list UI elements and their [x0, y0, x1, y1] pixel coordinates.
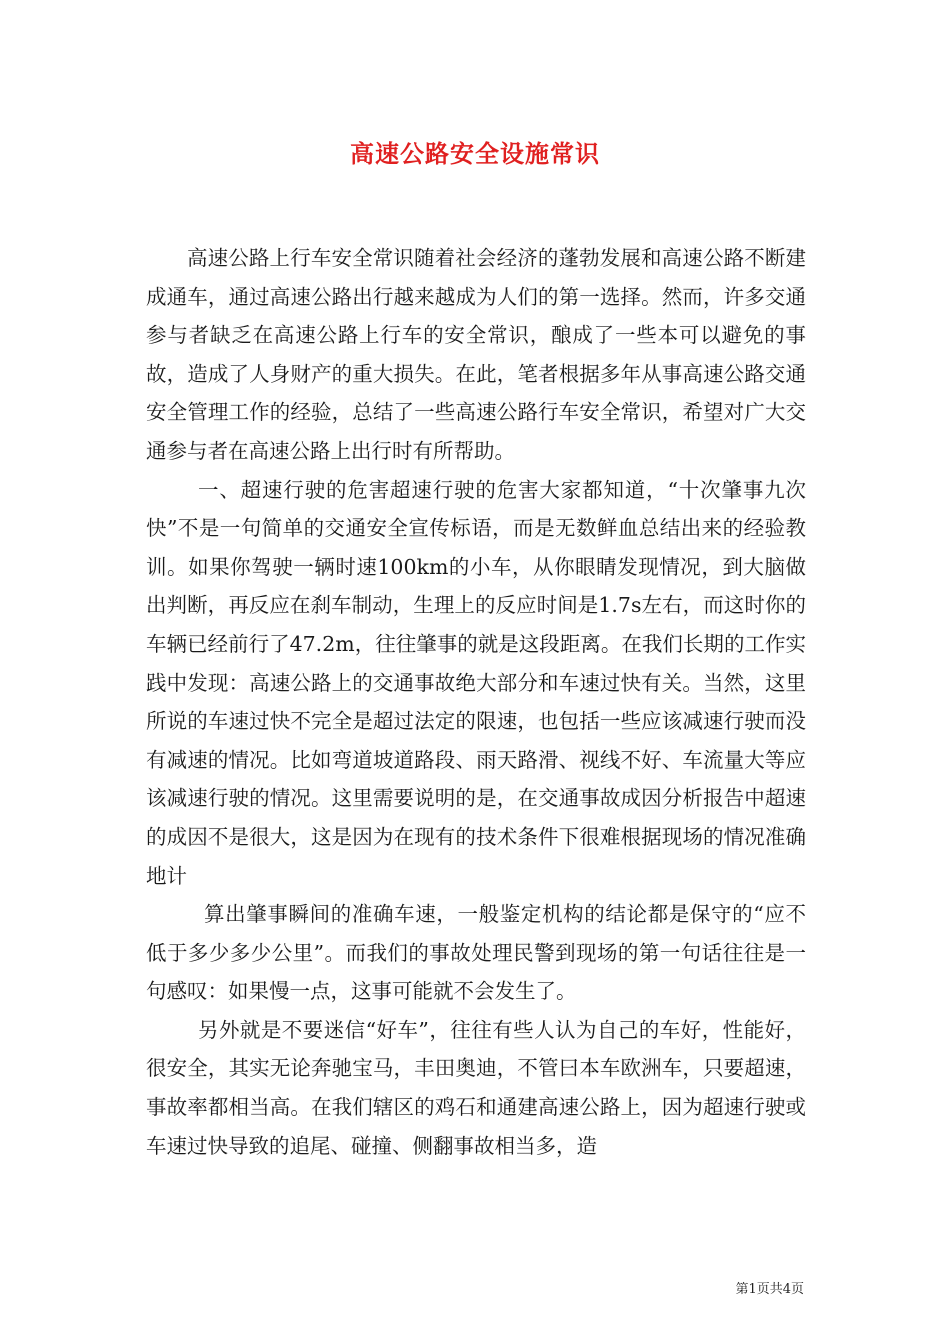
paragraph-1: 高速公路上行车安全常识随着社会经济的蓬勃发展和高速公路不断建成通车，通过高速公路出行越来越成为人们的第一选择。然而，许多交通参与者缺乏在高速公路上行车的安全常识，酿成了一些本可以避免的事故，造成了人身财产的重大损失。在此，笔者根据多年从事高速公路交通安全管理工作的经验，总结了一些高速公路行车安全常识，希望对广大交通参与者在高速公路上出行时有所帮助。 [146, 246, 806, 463]
paragraph-3: 算出肇事瞬间的准确车速，一般鉴定机构的结论都是保守的“应不低于多少多少公里”。而我们的事故处理民警到现场的第一句话往往是一句感叹：如果慢一点，这事可能就不会发生了。 [146, 902, 806, 1004]
paragraph-4: 另外就是不要迷信“好车”，往往有些人认为自己的车好，性能好，很安全，其实无论奔驰宝马，丰田奥迪，不管曰本车欧洲车，只要超速，事故率都相当高。在我们辖区的鸡石和通建高速公路上，因为超速行驶或车速过快导致的追尾、碰撞、侧翻事故相当多，造 [146, 1017, 806, 1158]
document-body [146, 239, 806, 1165]
paragraph-2: 一、超速行驶的危害超速行驶的危害大家都知道，“十次肇事九次快”不是一句简单的交通安全宣传标语，而是无数鲜血总结出来的经验教训。如果你驾驶一辆时速100km的小车，从你眼睛发现情况，到大脑做出判断，再反应在刹车制动，生理上的反应时间是1.7s左右，而这时你的车辆已经前行了47.2m，往往肇事的就是这段距离。在我们长期的工作实践中发现：高速公路上的交通事故绝大部分和车速过快有关。当然，这里所说的车速过快不完全是超过法定的限速，也包括一些应该减速行驶而没有减速的情况。比如弯道坡道路段、雨天路滑、视线不好、车流量大等应该减速行驶的情况。这里需要说明的是，在交通事故成因分析报告中超速的成因不是很大，这是因为在现有的技术条件下很难根据现场的情况准确地计 [146, 477, 806, 888]
page-number: 第1页共4页 [735, 1282, 804, 1297]
document-title: 高速公路安全设施常识 [350, 139, 600, 168]
